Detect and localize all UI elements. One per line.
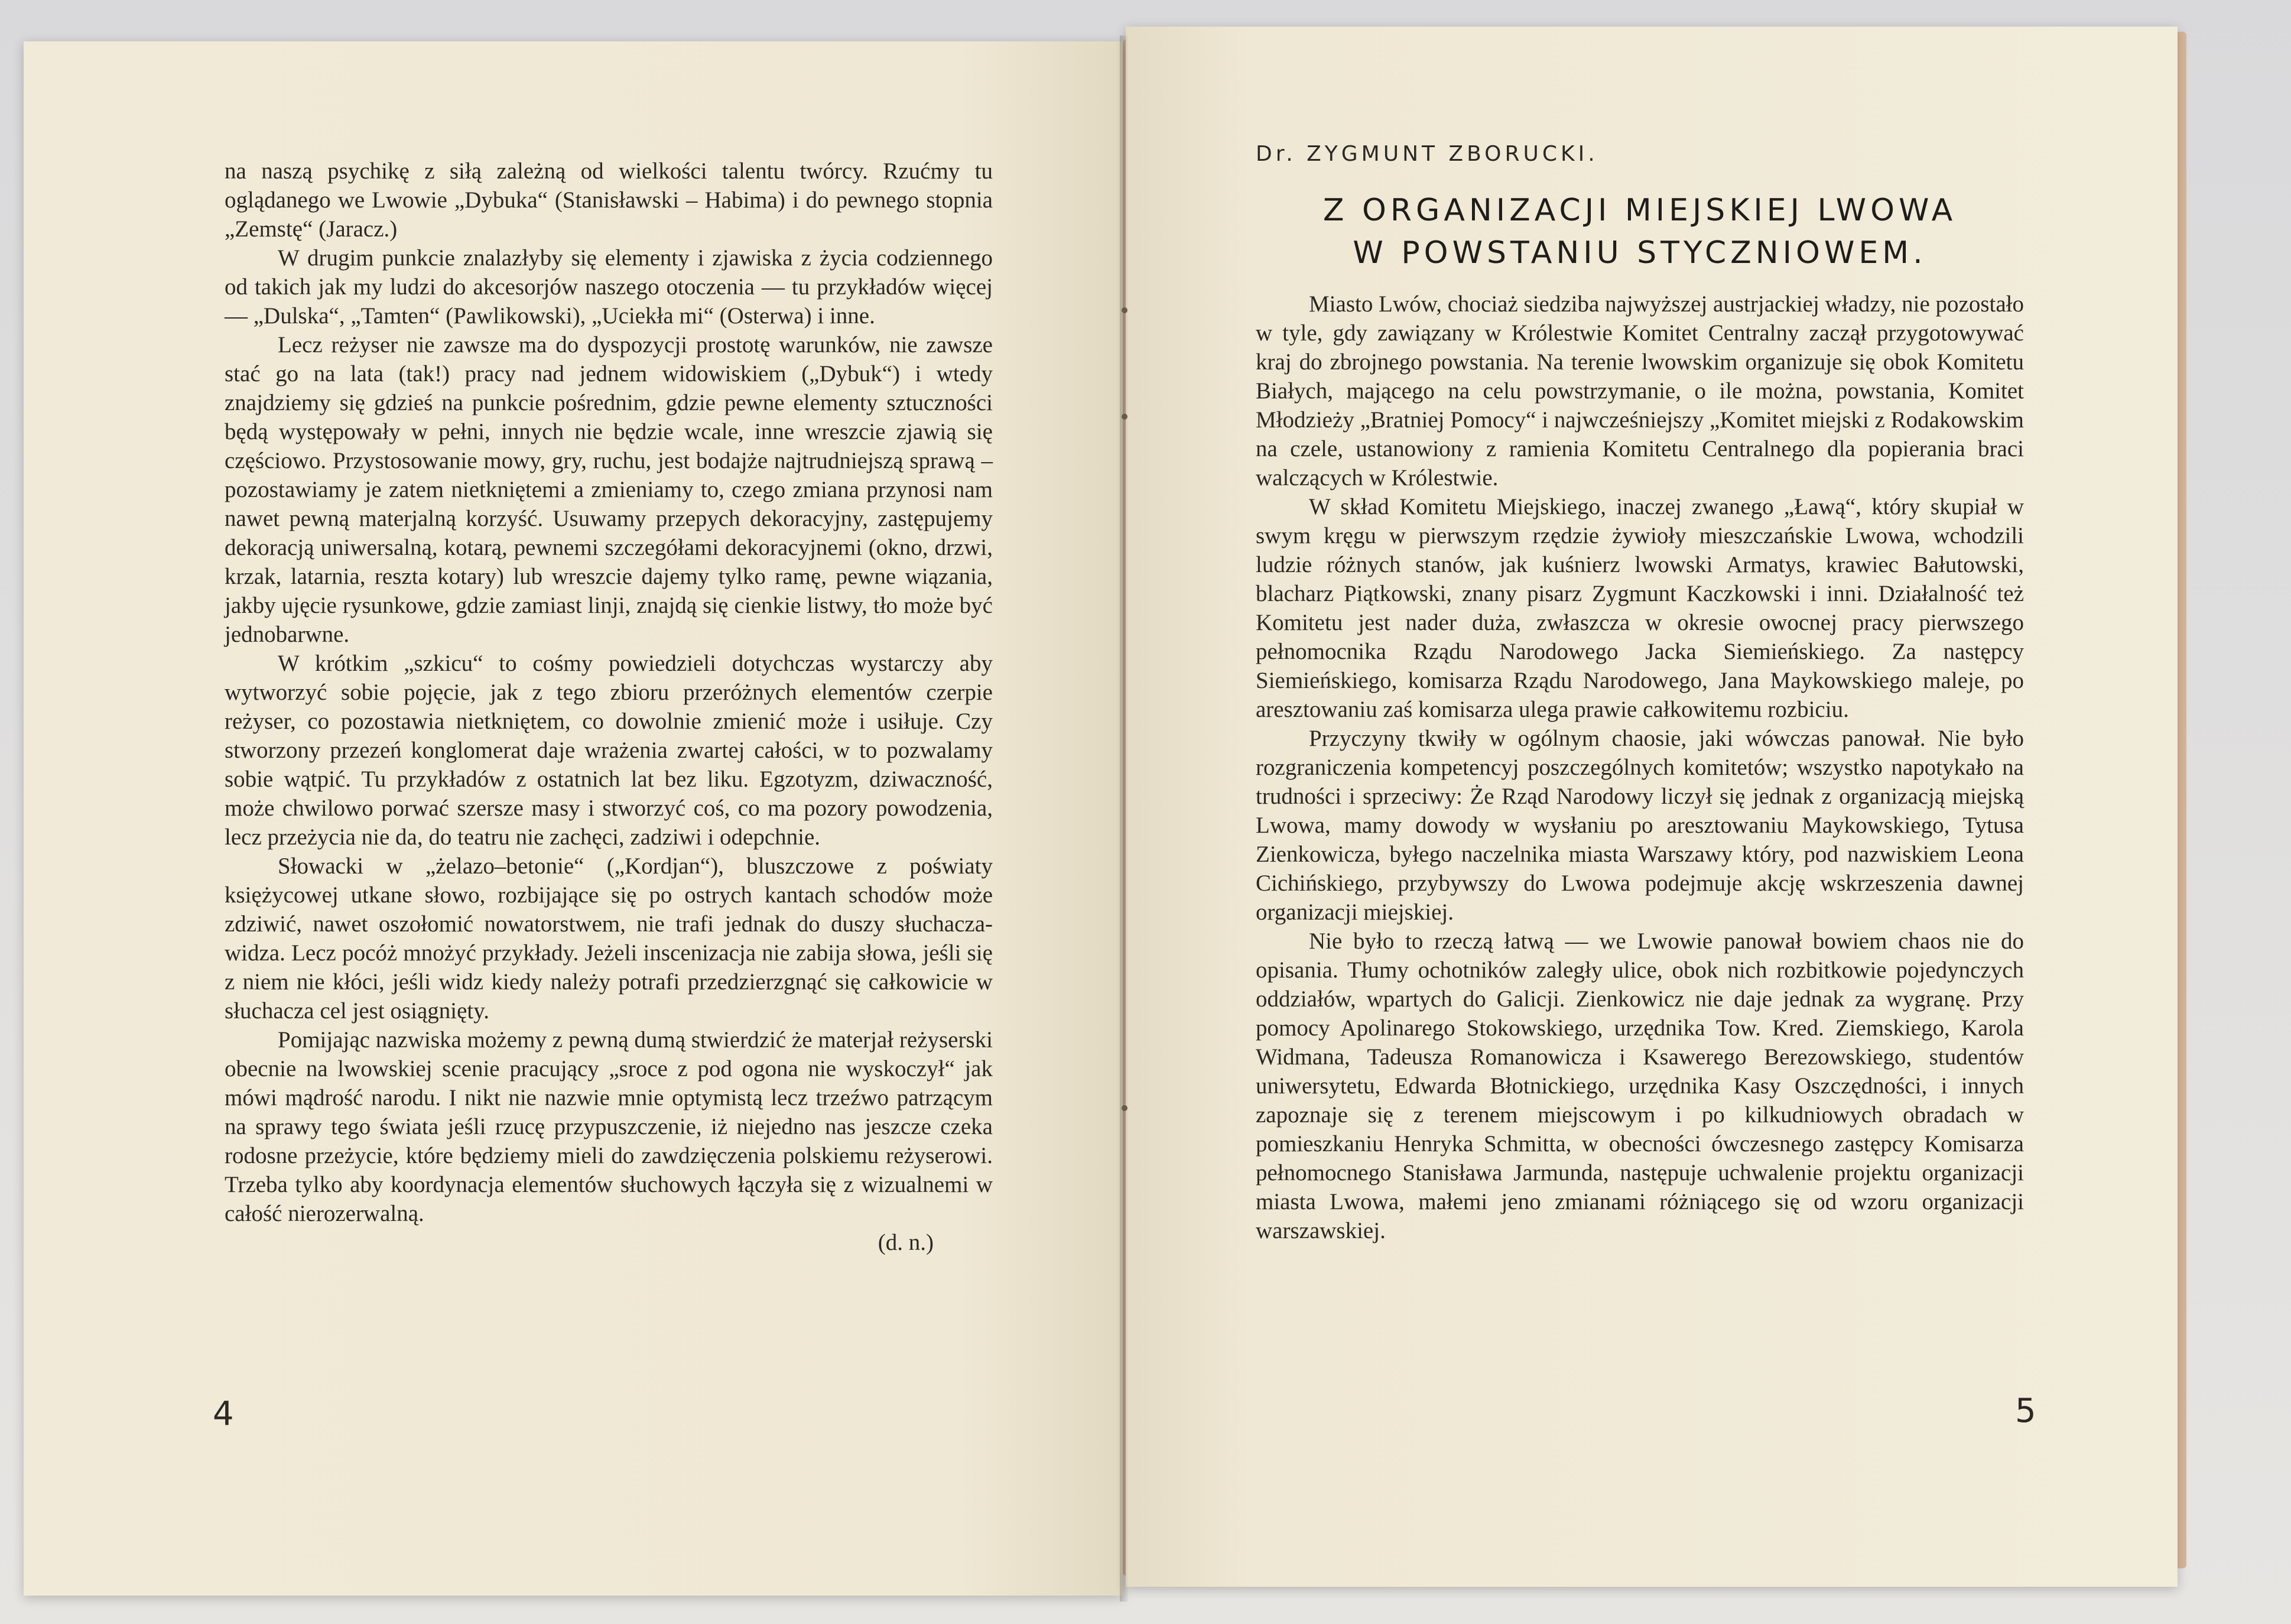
left-page-text [225, 157, 993, 1257]
paragraph: W drugim punkcie znalazłyby się elementy i zjawiska z życia codziennego od takich jak my ludzi do akcesorjów naszego otoczenia — tu przykładów więcej — „Dulska“, „Tamten“ (Pawlikowski), „Uciekła mi“ (Osterwa) i inne. [225, 245, 993, 329]
paragraph: Pomijając nazwiska możemy z pewną dumą stwierdzić że materjał reżyserski obecnie na lwowskiej scenie pracujący „sroce z pod ogona nie wyskoczył“ jak mówi mądrość narodu. I nikt nie nazwie mnie optymistą lecz trzeźwo patrzącym na sprawy tego świata jeśli rzucę przypuszczenie, iż niejedno nas jeszcze czeka rodosne przeżycie, które będziemy mieli do zawdzięczenia polskiemu reżyserowi. Trzeba tylko aby koordynacja elementów słuchowych łączyła się z wizualnemi w całość nierozerwalną. [225, 1027, 993, 1226]
staple-hole [1122, 307, 1127, 313]
paragraph: na naszą psychikę z siłą zależną od wielkości talentu twórcy. Rzućmy tu oglądanego we Lwowie „Dybuka“ (Stanisławski – Habima) i do pewnego stopnia „Zemstę“ (Jaracz.) [225, 158, 993, 242]
title-line: Z ORGANIZACJI MIEJSKIEJ LWOWA [1322, 193, 1957, 228]
title-line: W POWSTANIU STYCZNIOWEM. [1353, 235, 1927, 271]
right-page-text [1256, 290, 2024, 1245]
article-author: Dr. ZYGMUNT ZBORUCKI. [1256, 142, 1598, 166]
paragraph: W skład Komitetu Miejskiego, inaczej zwanego „Ławą“, który skupiał w swym kręgu w pierwszym rzędzie żywioły mieszczańskie Lwowa, wchodzili ludzie różnych stanów, jak kuśnierz lwowski Armatys, krawiec Bałutowski, blacharz Piątkowski, znany pisarz Zygmunt Kaczkowski i inni. Działalność też Komitetu jest nader duża, zwłaszcza w okresie owocnej pracy pierwszego pełnomocnika Rządu Narodowego Jacka Siemieńskiego. Za następcy Siemieńskiego, komisarza Rządu Narodowego, Jana Maykowskiego maleje, po aresztowaniu zaś komisarza ulega prawie całkowitemu rozbiciu. [1256, 494, 2024, 722]
continuation-note: (d. n.) [878, 1230, 934, 1255]
paragraph: Słowacki w „żelazo–betonie“ („Kordjan“), bluszczowe z poświaty księżycowej utkane słowo, rozbijające się po ostrych kantach schodów może zdziwić, nawet oszołomić nowatorstwem, nie trafi jednak do duszy słuchacza-widza. Lecz pocóż mnożyć przykłady. Jeżeli inscenizacja nie zabija słowa, jeśli się z niem nie kłóci, jeśli widz kiedy należy potrafi przedzierzgnąć się całkowicie w słuchacza cel jest osiągnięty. [225, 853, 993, 1024]
book-gutter [1120, 35, 1128, 1602]
paragraph: Lecz reżyser nie zawsze ma do dyspozycji prostotę warunków, nie zawsze stać go na lata (tak!) pracy nad jednem widowiskiem („Dybuk“) i wtedy znajdziemy się gdzieś na punkcie pośrednim, gdzie pewne elementy sztuczności będą występowały w pełni, innych nie będzie wcale, inne wreszcie zjawią się częściowo. Przystosowanie mowy, gry, ruchu, jest bodajże najtrudniejszą sprawą – pozostawiamy je zatem nietkniętemi a zmieniamy to, czego zmiana przynosi nam nawet pewną materjalną korzyść. Usuwamy przepych dekoracyjny, zastępujemy dekoracją uniwersalną, kotarą, pewnemi szczegółami dekoracyjnemi (okno, drzwi, krzak, latarnia, reszta kotary) lub wreszcie dajemy tylko ramę, pewne wiązania, jakby ujęcie rysunkowe, gdzie zamiast linji, znajdą się cienkie listwy, tło może być jednobarwne. [225, 332, 993, 647]
staple-hole [1122, 1105, 1127, 1111]
page-number-right: 5 [2015, 1392, 2036, 1430]
paragraph: Przyczyny tkwiły w ogólnym chaosie, jaki wówczas panował. Nie było rozgraniczenia kompetencyj poszczególnych komitetów; wszystko napotykało na trudności i sprzeciwy: Że Rząd Narodowy liczył się jednak z organizacją miejską Lwowa, mamy dowody w wysłaniu po aresztowaniu Maykowskiego, Tytusa Zienkowicza, byłego naczelnika miasta Warszawy który, pod nazwiskiem Leona Cichińskiego, przybywszy do Lwowa podejmuje akcję wskrzeszenia dawnej organizacji miejskiej. [1256, 726, 2024, 925]
page-number-left: 4 [213, 1395, 234, 1433]
paragraph: W krótkim „szkicu“ to cośmy powiedzieli dotychczas wystarczy aby wytworzyć sobie pojęcie, jak z tego zbioru przeróżnych elementów czerpie reżyser, co pozostawia nietkniętem, co dowolnie zmienić może i usiłuje. Czy stworzony przezeń konglomerat daje wrażenia zwartej całości, w to pozwalamy sobie wątpić. Tu przykładów z ostatnich lat bez liku. Egzotyzm, dziwaczność, może chwilowo porwać szersze masy i stworzyć coś, co ma pozory powodzenia, lecz przeżycia nie da, do teatru nie zachęci, zadziwi i odepchnie. [225, 651, 993, 850]
paragraph: Nie było to rzeczą łatwą — we Lwowie panował bowiem chaos nie do opisania. Tłumy ochotników zaległy ulice, obok nich rozbitkowie pojedynczych oddziałów, wpartych do Galicji. Zienkowicz nie daje jednak za wygranę. Przy pomocy Apolinarego Stokowskiego, urzędnika Tow. Kred. Ziemskiego, Karola Widmana, Tadeusza Romanowicza i Ksawerego Berezowskiego, studentów uniwersytetu, Edwarda Błotnickiego, urzędnika Kasy Oszczędności, i innych zapoznaje się z terenem miejscowym i po kilkudniowych obradach w pomieszkaniu Henryka Schmitta, w obecności ówczesnego zastępcy Komisarza pełnomocnego Stanisława Jarmunda, następuje uchwalenie projektu organizacji miasta Lwowa, małemi jeno zmianami różniącego się od wzoru organizacji warszawskiej. [1256, 928, 2024, 1243]
staple-hole [1122, 414, 1127, 420]
article-title [1247, 189, 2033, 274]
paragraph: Miasto Lwów, chociaż siedziba najwyższej austrjackiej władzy, nie pozostało w tyle, gdy zawiązany w Królestwie Komitet Centralny zaczął przygotowywać kraj do zbrojnego powstania. Na terenie lwowskim organizuje się obok Komitetu Białych, mającego na celu powstrzymanie, o ile można, powstania, Komitet Młodzieży „Bratniej Pomocy“ i najwcześniejszy „Komitet miejski z Rodakowskim na czele, ustanowiony z ramienia Komitetu Centralnego dla popierania braci walczących w Królestwie. [1256, 291, 2024, 491]
